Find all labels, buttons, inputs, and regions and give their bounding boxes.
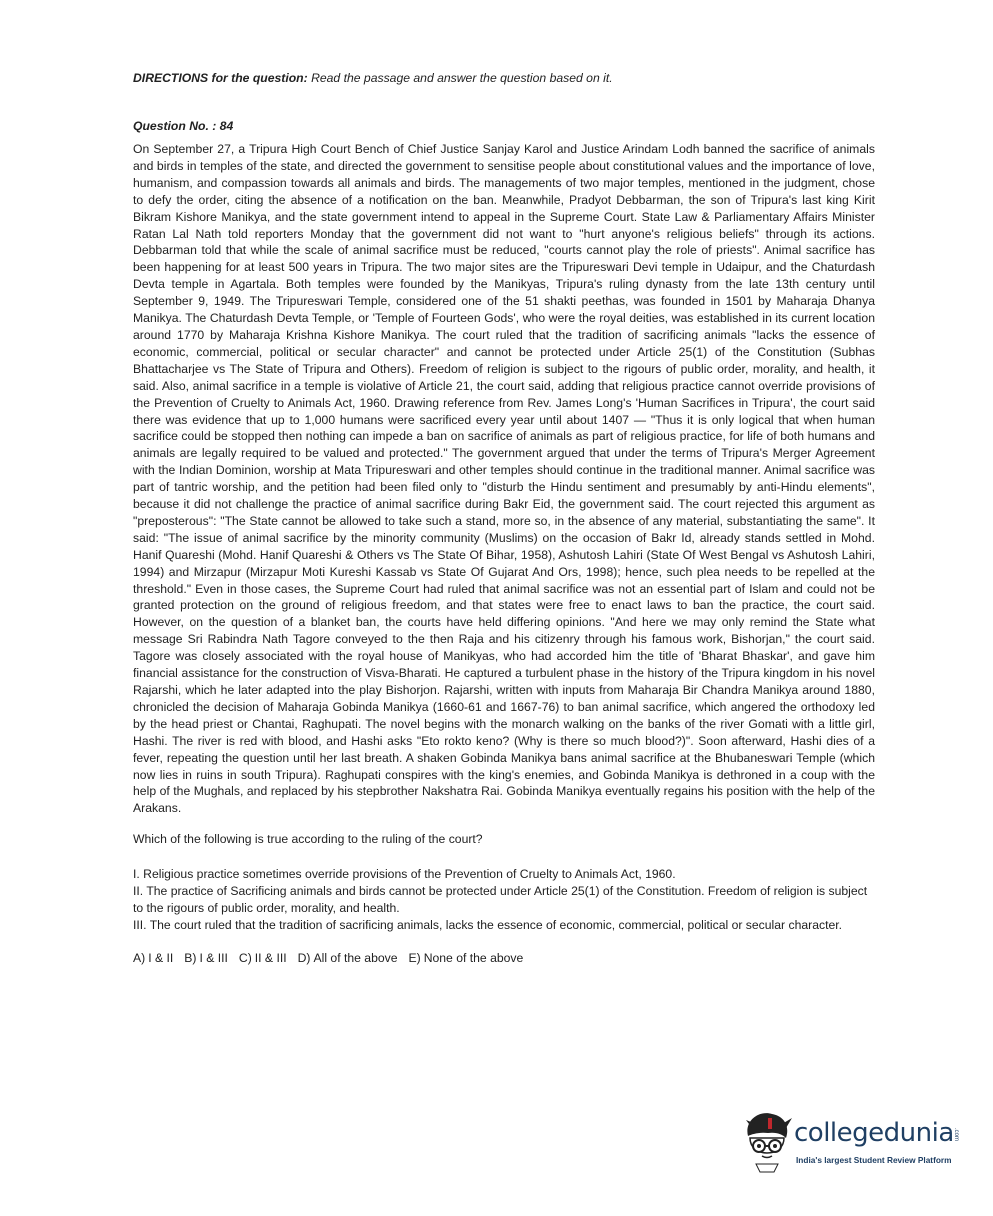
- statement-2: II. The practice of Sacrificing animals and birds cannot be protected under Article 25(1) of the Constitution. Freedom of religion is subject to the rigours of public order, morality, and health.: [133, 884, 868, 916]
- option-e[interactable]: E) None of the above: [408, 951, 524, 966]
- question-page: [133, 70, 875, 967]
- option-b[interactable]: B) I & III: [184, 951, 228, 966]
- directions-text: Read the passage and answer the question based on it.: [307, 71, 613, 85]
- option-c[interactable]: C) II & III: [238, 951, 287, 966]
- logo-tagline: India's largest Student Review Platform: [796, 1155, 952, 1165]
- passage: On September 27, a Tripura High Court Bench of Chief Justice Sanjay Karol and Justice Arindam Lodh banned the sacrifice of animals and birds in temples of the state, and directed the government to sensitise people about constitutional values and the importance of love, humanism, and compassion towards all animals and birds. The managements of two major temples, mentioned in the judgment, chose to defy the order, citing the absence of a notification on the ban. Meanwhile, Pradyot Debbarman, the son of Tripura's last king Kirit Bikram Kishore Manikya, and the state government intend to appeal in the Supreme Court. State Law & Parliamentary Affairs Minister Ratan Lal Nath told reporters Monday that the government did not want to "hurt anyone's religious beliefs" through its actions. Debbarman told that while the scale of animal sacrifice must be reduced, "courts cannot play the role of priests". Animal sacrifice has been happening for at least 500 years in Tripura. The two major sites are the Tripureswari Devi temple in Udaipur, and the Chaturdash Devta temple in Agartala. Both temples were founded by the Manikyas, Tripura's ruling dynasty from the late 13th century until September 9, 1949. The Tripureswari Temple, considered one of the 51 shakti peethas, was founded in 1501 by Maharaja Dhanya Manikya. The Chaturdash Devta Temple, or 'Temple of Fourteen Gods', who were the royal deities, was established in its current location around 1770 by Maharaja Krishna Kishore Manikya. The court ruled that the tradition of sacrificing animals "lacks the essence of economic, commercial, political or secular character" and cannot be protected under Article 25(1) of the Constitution (Subhas Bhattacharjee vs The State of Tripura and Others). Freedom of religion is subject to the rigours of public order, morality, and health, it said. Also, animal sacrifice in a temple is violative of Article 21, the court said, adding that religious practice cannot override provisions of the Prevention of Cruelty to Animals Act, 1960. Drawing reference from Rev. James Long's 'Human Sacrifices in Tripura', the court said there was evidence that up to 1,000 humans were sacrificed every year until about 1407 — "Thus it is only logical that when human sacrifice could be stopped then nothing can impede a ban on sacrifice of animals as part of religious practice, for life of both humans and animals are legally required to be valued and protected." The government argued that under the terms of Tripura's Merger Agreement with the Indian Dominion, worship at Mata Tripureswari and other temples should continue in the traditional manner. Animal sacrifice was part of tantric worship, and the petition had been filed only to "disturb the Hindu sentiment and presumably by anti-Hindu elements", because it did not challenge the practice of animal sacrifice during Bakr Eid, the government said. The court rejected this argument as "preposterous": "The State cannot be allowed to take such a stand, more so, in the absence of any material, substantiating the same". It said: "The issue of animal sacrifice by the minority community (Muslims) on the occasion of Bakr Id, already stands settled in Mohd. Hanif Quareshi (Mohd. Hanif Quareshi & Others vs The State Of Bihar, 1958), Ashutosh Lahiri (State Of West Bengal vs Ashutosh Lahiri, 1994) and Mirzapur (Mirzapur Moti Kureshi Kassab vs State Of Gujarat And Ors, 1998); hence, such plea needs to be repelled at the threshold." Even in those cases, the Supreme Court had ruled that animal sacrifice was not an essential part of Islam and could not be granted protection on the ground of religious freedom, and that states were free to enact laws to ban the practice, the court said. However, on the question of a blanket ban, the courts have held differing opinions. "And here we may only remind the State what message Sri Rabindra Nath Tagore conveyed to the then Raja and his citizenry through his famous work, Bishorjan," the court said. Tagore was closely associated with the royal house of Manikyas, who had accorded him the title of 'Bharat Bhaskar', and gave him financial assistance for the construction of Visva-Bharati. He captured a turbulent phase in the history of the Tripura kingdom in his novel Rajarshi, which he later adapted into the play Bishorjon. Rajarshi, written with inputs from Maharaja Bir Chandra Manikya around 1880, chronicled the decision of Maharaja Gobinda Manikya (1660-61 and 1667-76) to ban animal sacrifice, which angered the orthodoxy led by the head priest or Chantai, Raghupati. The novel begins with the monarch walking on the banks of the river Gomati with a little girl, Hashi. The river is red with blood, and Hashi asks "Eto rokto keno? (Why is there so much blood?)". Soon afterward, Hashi dies of a fever, repeating the question until her last breath. A shaken Gobinda Manikya bans animal sacrifice at the Bhubaneswari Temple (which now lies in ruins in south Tripura). Raghupati conspires with the king's enemies, and Gobinda Manikya is dethroned in a coup with the help of the Mughals, and replaced by his stepbrother Nakshatra Rai. Gobinda Manikya eventually regains his position with the help of the Arakans.: [133, 142, 875, 816]
- student-mascot-icon: [738, 1106, 798, 1180]
- statement-3: III. The court ruled that the tradition of sacrificing animals, lacks the essence of economic, commercial, political or secular character.: [133, 918, 842, 933]
- logo-name: collegedunia: [794, 1118, 954, 1148]
- collegedunia-logo: [738, 1106, 962, 1180]
- answer-options: [133, 950, 875, 967]
- directions: [133, 70, 875, 86]
- directions-label: DIRECTIONS for the question:: [133, 71, 308, 85]
- option-d[interactable]: D) All of the above: [297, 951, 398, 966]
- question-number: Question No. : 84: [133, 119, 234, 133]
- statement-1: I. Religious practice sometimes override provisions of the Prevention of Cruelty to Animals Act, 1960.: [133, 867, 676, 882]
- logo-suffix: .com: [953, 1128, 959, 1142]
- option-a[interactable]: A) I & II: [133, 951, 174, 966]
- question-text: Which of the following is true according to the ruling of the court?: [133, 832, 483, 847]
